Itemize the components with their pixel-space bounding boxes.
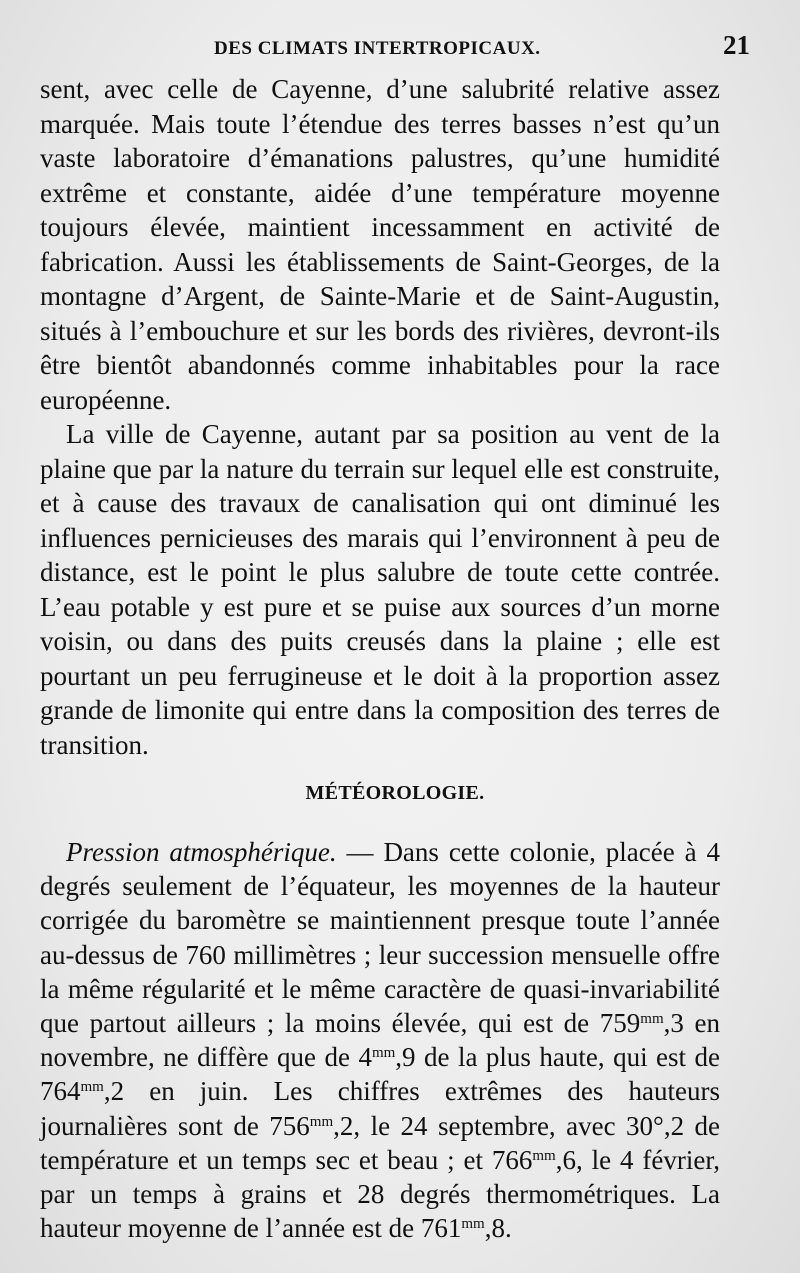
text-segment: ,6, le 4 février, par un temps à grains et 28 degrés thermométriques. La hauteur moyenne de l’année est de 761 (40, 1144, 720, 1244)
text-segment: Dans cette colonie, placée à 4 degrés seulement de l’équateur, les moyennes de la hauteur corrigée du baromètre se maintiennent presque toute l’année au-dessus de 760 millimètres ; leur succession mensuelle offre la même régularité et le même caractère de quasi-invariabilité que partout ailleurs ; la moins élevée, qui est de 759 (40, 837, 721, 1039)
text-segment: ,8. (484, 1213, 512, 1244)
text-segment: ,3 en novembre, ne diffère que de 4 (40, 1008, 720, 1073)
unit-superscript: mm (80, 1079, 104, 1096)
unit-superscript: mm (371, 1045, 396, 1062)
section-heading: MÉTÉOROLOGIE. (305, 782, 485, 804)
paragraph-cayenne: La ville de Cayenne, autant par sa position au vent de la plaine que par la nature du terrain sur lequel elle est construite, et à cause des travaux de canalisation qui ont diminué les influences pernicieuses des marais qui l’environnent à peu de distance, est le point le plus salubre de toute cette contrée. L’eau potable y est pure et se puise aux sources d’un morne voisin, ou dans des puits creusés dans la plaine ; elle est pourtant un peu ferrugineuse et le doit à la proportion assez grande de limonite qui entre dans la composition des terres de transition. (40, 419, 720, 760)
paragraph-continued: sent, avec celle de Cayenne, d’une salubrité relative assez marquée. Mais toute l’étendue des terres basses n’est qu’un vaste laboratoire d’émanations palustres, qu’une humidité extrême et constante, aidée d’une température moyenne toujours élevée, maintient incessamment en activité de fabrication. Aussi les établissements de Saint-Georges, de la montagne d’Argent, de Sainte-Marie et de Saint-Augustin, situés à l’embouchure et sur les bords des rivières, devront-ils être bientôt abandonnés comme inhabitables pour la race européenne. (40, 74, 720, 415)
text-segment: ,2, le 24 septembre, avec 30°,2 de température et un temps sec et beau ; et 766 (40, 1110, 720, 1175)
running-head (40, 28, 750, 68)
paragraph-pression (40, 835, 720, 1245)
unit-superscript: mm (532, 1147, 556, 1164)
em-dash: — (336, 837, 384, 867)
text-segment: ,2 en juin. Les chiffres extrêmes des hauteurs journalières sont de 756 (40, 1076, 720, 1141)
page-number: 21 (723, 30, 750, 60)
unit-superscript: mm (309, 1113, 334, 1130)
body-text (40, 72, 720, 1245)
unit-superscript: mm (461, 1216, 485, 1233)
run-in-heading: Pression atmosphérique. (66, 837, 337, 867)
text-segment: ,9 de la plus haute, qui est de 764 (40, 1042, 720, 1107)
running-title: DES CLIMATS INTERTROPICAUX. (214, 38, 541, 59)
unit-superscript: mm (640, 1011, 664, 1028)
